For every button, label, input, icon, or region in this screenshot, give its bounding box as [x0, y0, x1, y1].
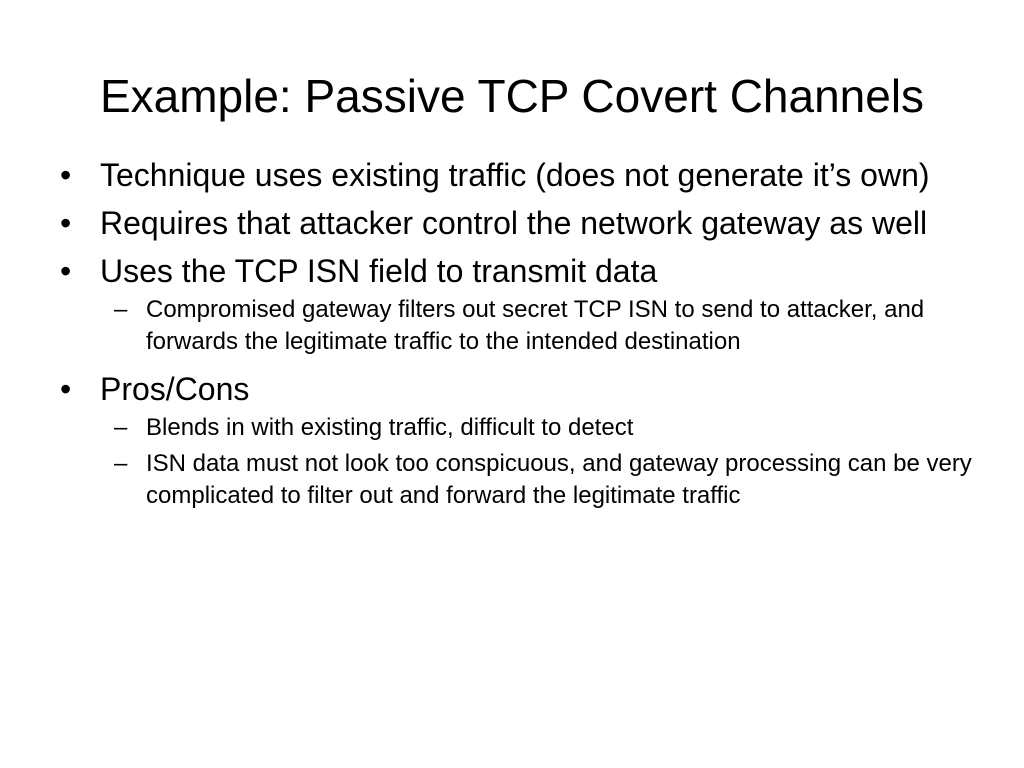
- bullet-text: Technique uses existing traffic (does not generate it’s own): [100, 157, 930, 193]
- bullet-item: [56, 204, 976, 242]
- sub-bullet-item: [56, 448, 976, 512]
- bullet-item: [56, 252, 976, 290]
- sub-bullet-text: Compromised gateway filters out secret TCP ISN to send to attacker, and forwards the legitimate traffic to the intended destination: [146, 296, 925, 355]
- bullet-text: Requires that attacker control the network gateway as well: [100, 205, 928, 241]
- bullet-marker: •: [60, 371, 72, 407]
- bullet-marker: •: [60, 205, 72, 241]
- sub-bullet-text: Blends in with existing traffic, difficult to detect: [146, 414, 634, 441]
- slide-title: Example: Passive TCP Covert Channels: [99, 70, 925, 122]
- sub-bullet-item: [56, 412, 976, 444]
- sub-bullet-marker: –: [114, 296, 128, 323]
- bullet-marker: •: [60, 157, 72, 193]
- bullet-item: [56, 156, 976, 194]
- bullet-text: Pros/Cons: [100, 371, 250, 407]
- sub-bullet-marker: –: [114, 450, 128, 477]
- bullet-list: [56, 156, 976, 516]
- sub-bullet-text: ISN data must not look too conspicuous, and gateway processing can be very complicated to filter out and forward the legitimate traffic: [146, 450, 972, 509]
- bullet-item: [56, 370, 976, 408]
- sub-bullet-marker: –: [114, 414, 128, 441]
- bullet-marker: •: [60, 253, 72, 289]
- sub-bullet-item: [56, 294, 976, 358]
- bullet-text: Uses the TCP ISN field to transmit data: [100, 253, 658, 289]
